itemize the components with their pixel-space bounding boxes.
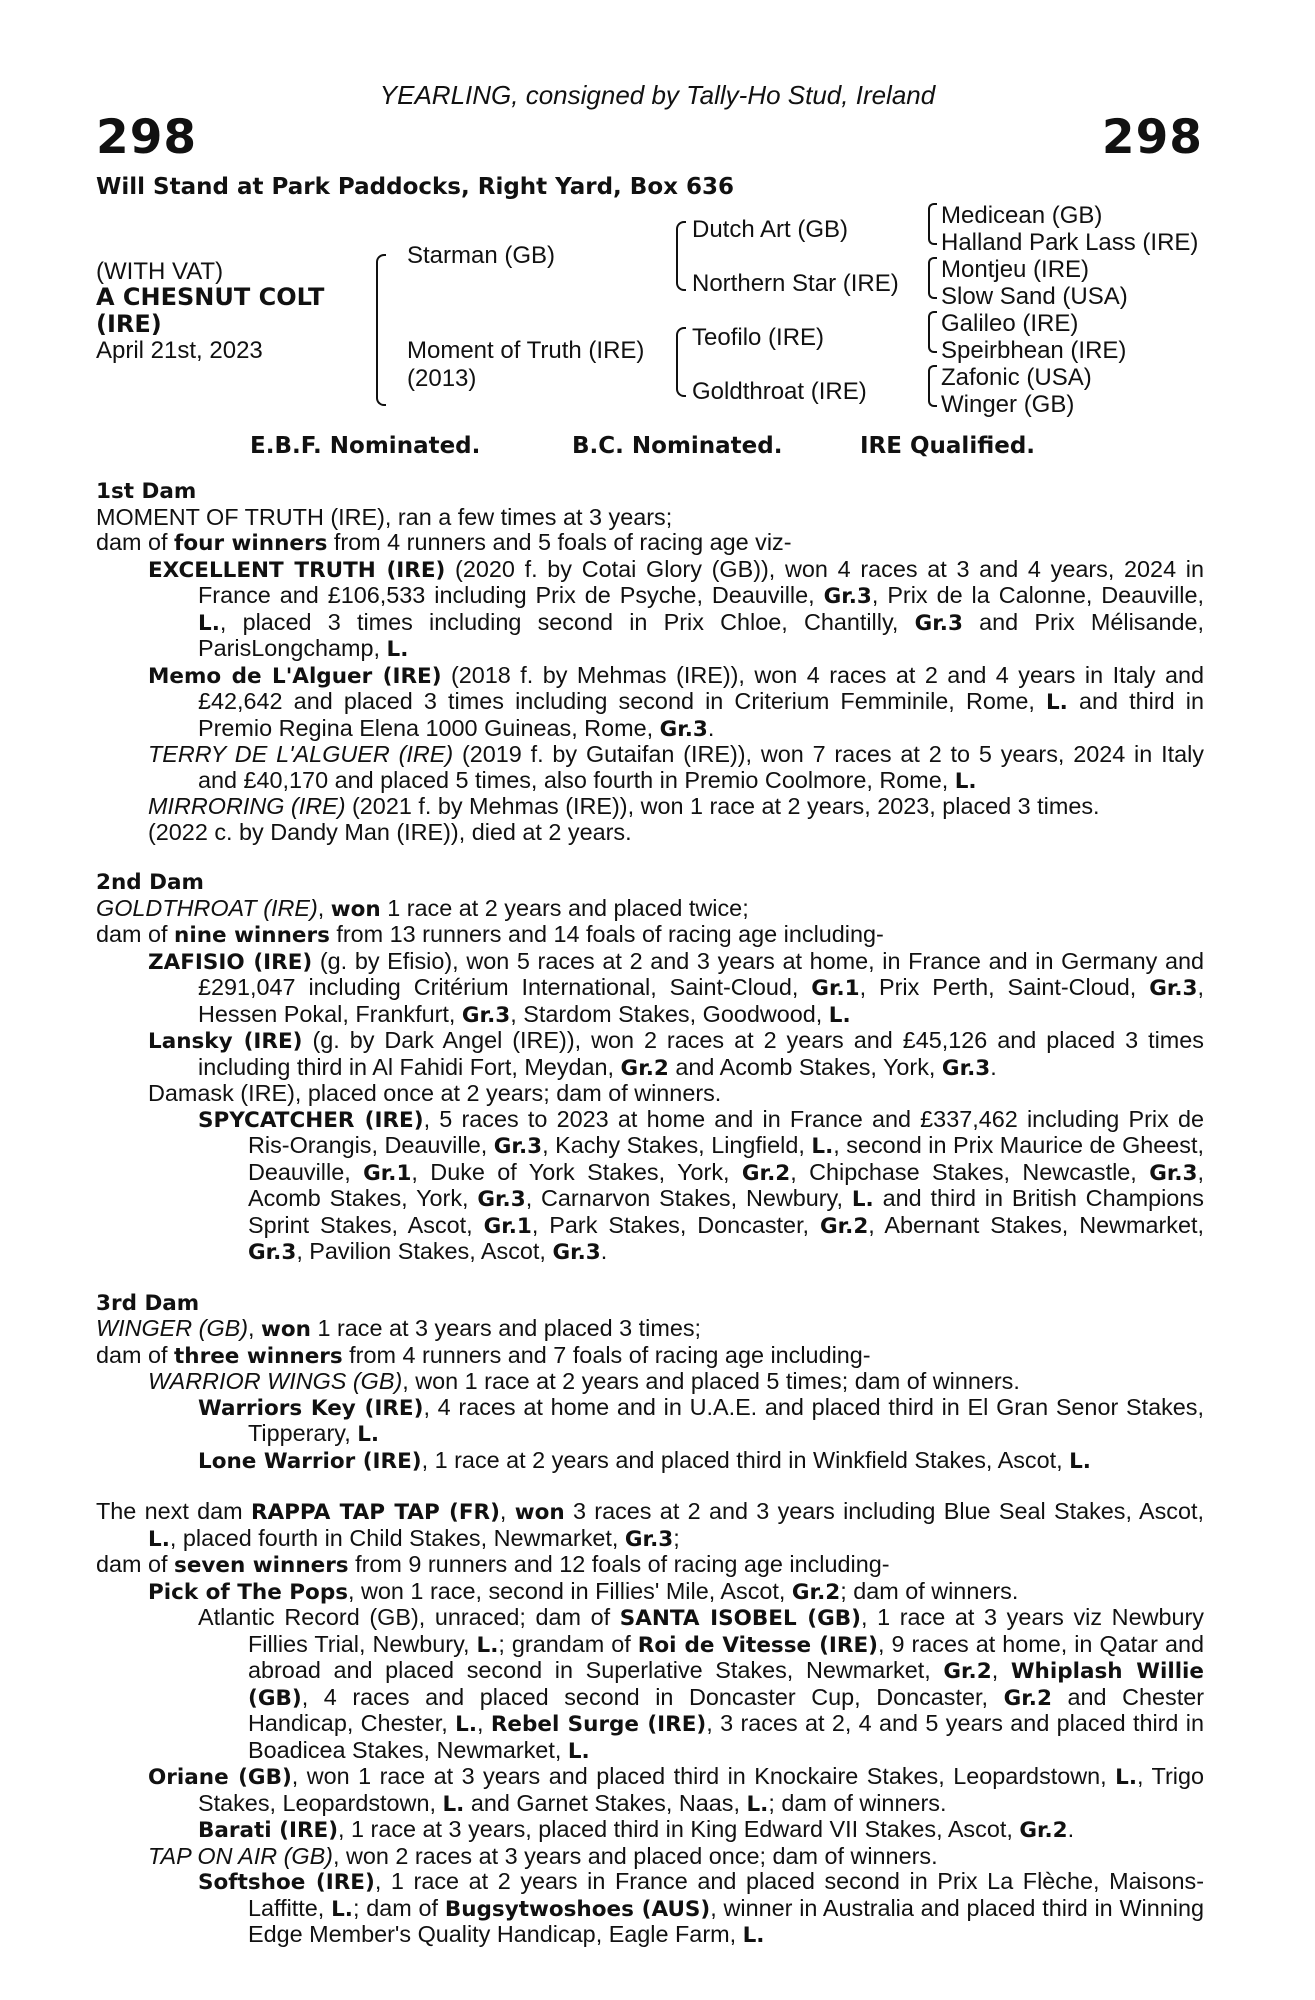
produce-2022-colt: (2022 c. by Dandy Man (IRE)), died at 2 years. bbox=[148, 818, 632, 845]
bracket-g3 bbox=[928, 311, 937, 353]
dam-year: (2013) bbox=[407, 365, 477, 392]
gen3-4: Slow Sand (USA) bbox=[941, 283, 1128, 310]
stand-location: Will Stand at Park Paddocks, Right Yard, Box 636 bbox=[96, 174, 734, 200]
gen3-5: Galileo (IRE) bbox=[941, 310, 1079, 337]
bracket-g2 bbox=[928, 257, 937, 299]
gen3-6: Speirbhean (IRE) bbox=[941, 337, 1127, 364]
third-dam-produce: dam of three winners from 4 runners and 7 foals of racing age including- bbox=[96, 1341, 871, 1369]
lot-number-right: 298 bbox=[1101, 110, 1203, 165]
gen3-8: Winger (GB) bbox=[941, 391, 1075, 418]
bracket-g4 bbox=[928, 365, 937, 407]
produce-warriors-key: Warriors Key (IRE), 4 races at home and in U.A.E. and placed third in El Gran Senor Stakes, Tipperary, L. bbox=[198, 1393, 1204, 1447]
second-dam-heading: 2nd Dam bbox=[96, 870, 204, 895]
produce-tap-on-air: TAP ON AIR (GB), won 2 races at 3 years and placed once; dam of winners. bbox=[148, 1842, 938, 1869]
ire-qualified: IRE Qualified. bbox=[860, 433, 1036, 459]
produce-softshoe: Softshoe (IRE), 1 race at 2 years in France and placed second in Prix La Flèche, Maisons-Laffitte, L.; dam of Bugsytwoshoes (AUS), winner in Australia and placed third in Winning Edge Member's Quality Handicap, Eagle Farm, L. bbox=[198, 1868, 1204, 1948]
gen3-1: Medicean (GB) bbox=[941, 202, 1103, 229]
second-dam-produce: dam of nine winners from 13 runners and 14 foals of racing age including- bbox=[96, 921, 884, 948]
produce-oriane: Oriane (GB), won 1 race at 3 years and placed third in Knockaire Stakes, Leopardstown, L., Trigo Stakes, Leopardstown, L. and Garnet Stakes, Naas, L.; dam of winners. bbox=[148, 1763, 1204, 1817]
gen3-2: Halland Park Lass (IRE) bbox=[941, 229, 1199, 256]
sire-dam: Northern Star (IRE) bbox=[692, 270, 899, 297]
dam: Moment of Truth (IRE) bbox=[407, 337, 645, 364]
first-dam-heading: 1st Dam bbox=[96, 479, 197, 504]
next-dam-produce: dam of seven winners from 9 runners and 12 foals of racing age including- bbox=[96, 1551, 890, 1578]
produce-spycatcher: SPYCATCHER (IRE), 5 races to 2023 at home and in France and £337,462 including Prix de Ris-Orangis, Deauville, Gr.3, Kachy Stakes, Lingfield, L., second in Prix Maurice de Gheest, Deauville, Gr.1, Duke of York Stakes, York, Gr.2, Chipchase Stakes, Newcastle, Gr.3, Acomb Stakes, York, Gr.3, Carnarvon Stakes, Newbury, L. and third in British Champions Sprint Stakes, Ascot, Gr.1, Park Stakes, Doncaster, Gr.2, Abernant Stakes, Newmarket, Gr.3, Pavilion Stakes, Ascot, Gr.3. bbox=[198, 1105, 1205, 1265]
produce-atlantic-record: Atlantic Record (GB), unraced; dam of SANTA ISOBEL (GB), 1 race at 3 years viz Newbury Fillies Trial, Newbury, L.; grandam of Roi de Vitesse (IRE), 9 races at home, in Qatar and abroad and placed second in Superlative Stakes, Newmarket, Gr.2, Whiplash Willie (GB), 4 races and placed second in Doncaster Cup, Doncaster, Gr.2 and Chester Handicap, Chester, L., Rebel Surge (IRE), 3 races at 2, 4 and 5 years and placed third in Boadicea Stakes, Newmarket, L. bbox=[198, 1604, 1205, 1764]
sire-sire: Dutch Art (GB) bbox=[692, 216, 849, 243]
gen3-3: Montjeu (IRE) bbox=[941, 256, 1090, 283]
produce-warrior-wings: WARRIOR WINGS (GB), won 1 race at 2 years and placed 5 times; dam of winners. bbox=[148, 1368, 1020, 1394]
gen3-7: Zafonic (USA) bbox=[941, 364, 1092, 391]
vat-note: (WITH VAT) bbox=[96, 258, 224, 285]
foaling-date: April 21st, 2023 bbox=[96, 337, 263, 364]
dam-dam: Goldthroat (IRE) bbox=[692, 378, 867, 405]
produce-terry-de-lalguer: TERRY DE L'ALGUER (IRE) (2019 f. by Gutaifan (IRE)), won 7 races at 2 to 5 years, 2024 in Italy and £40,170 and placed 5 times, also fourth in Premio Coolmore, Rome, L. bbox=[148, 741, 1204, 794]
next-dam-line: The next dam RAPPA TAP TAP (FR), won 3 races at 2 and 3 years including Blue Seal Stakes, Ascot, L., placed fourth in Child Stakes, Newmarket, Gr.3; bbox=[96, 1498, 1205, 1552]
bracket-g1 bbox=[928, 203, 937, 245]
horse-origin: (IRE) bbox=[96, 310, 162, 338]
bc-nominated: B.C. Nominated. bbox=[572, 433, 783, 459]
produce-memo-de-lalguer: Memo de L'Alguer (IRE) (2018 f. by Mehmas (IRE)), won 4 races at 2 and 4 years in Italy and £42,642 and placed 3 times including second in Criterium Femminile, Rome, L. and third in Premio Regina Elena 1000 Guineas, Rome, Gr.3. bbox=[148, 661, 1204, 742]
produce-excellent-truth: EXCELLENT TRUTH (IRE) (2020 f. by Cotai Glory (GB)), won 4 races at 3 and 4 years, 2024 in France and £106,533 including Prix de Psyche, Deauville, Gr.3, Prix de la Calonne, Deauville, L., placed 3 times including second in Prix Chloe, Chantilly, Gr.3 and Prix Mélisande, ParisLongchamp, L. bbox=[148, 555, 1204, 662]
produce-lansky: Lansky (IRE) (g. by Dark Angel (IRE)), won 2 races at 2 years and £45,126 and placed 3 times including third in Al Fahidi Fort, Meydan, Gr.2 and Acomb Stakes, York, Gr.3. bbox=[148, 1027, 1204, 1081]
lot-number-left: 298 bbox=[96, 110, 198, 165]
first-dam-produce: dam of four winners from 4 runners and 5 foals of racing age viz- bbox=[96, 529, 792, 556]
produce-zafisio: ZAFISIO (IRE) (g. by Efisio), won 5 races at 2 and 3 years at home, in France and in Germany and £291,047 including Critérium International, Saint-Cloud, Gr.1, Prix Perth, Saint-Cloud, Gr.3, Hessen Pokal, Frankfurt, Gr.3, Stardom Stakes, Goodwood, L. bbox=[148, 947, 1204, 1028]
dam-sire: Teofilo (IRE) bbox=[692, 324, 825, 351]
produce-barati: Barati (IRE), 1 race at 3 years, placed third in King Edward VII Stakes, Ascot, Gr.2. bbox=[198, 1816, 1075, 1843]
bracket-dam bbox=[676, 327, 686, 397]
horse-name: A CHESNUT COLT bbox=[96, 283, 325, 311]
produce-mirroring: MIRRORING (IRE) (2021 f. by Mehmas (IRE)), won 1 race at 2 years, 2023, placed 3 times. bbox=[148, 793, 1100, 819]
third-dam-line: WINGER (GB), won 1 race at 3 years and placed 3 times; bbox=[96, 1315, 702, 1342]
produce-pick-of-the-pops: Pick of The Pops, won 1 race, second in Fillies' Mile, Ascot, Gr.2; dam of winners. bbox=[148, 1577, 1019, 1605]
third-dam-heading: 3rd Dam bbox=[96, 1290, 200, 1316]
first-dam-line: MOMENT OF TRUTH (IRE), ran a few times at 3 years; bbox=[96, 503, 673, 530]
bracket-sire bbox=[676, 221, 686, 291]
consigned-line: YEARLING, consigned by Tally-Ho Stud, Ireland bbox=[379, 80, 936, 110]
second-dam-line: GOLDTHROAT (IRE), won 1 race at 2 years and placed twice; bbox=[96, 894, 749, 922]
produce-damask: Damask (IRE), placed once at 2 years; dam of winners. bbox=[148, 1080, 722, 1106]
pedigree-body bbox=[96, 479, 1204, 1949]
ebf-nominated: E.B.F. Nominated. bbox=[250, 433, 481, 459]
bracket-main bbox=[376, 254, 386, 406]
produce-lone-warrior: Lone Warrior (IRE), 1 race at 2 years and placed third in Winkfield Stakes, Ascot, L. bbox=[198, 1446, 1091, 1474]
sire: Starman (GB) bbox=[407, 242, 556, 269]
